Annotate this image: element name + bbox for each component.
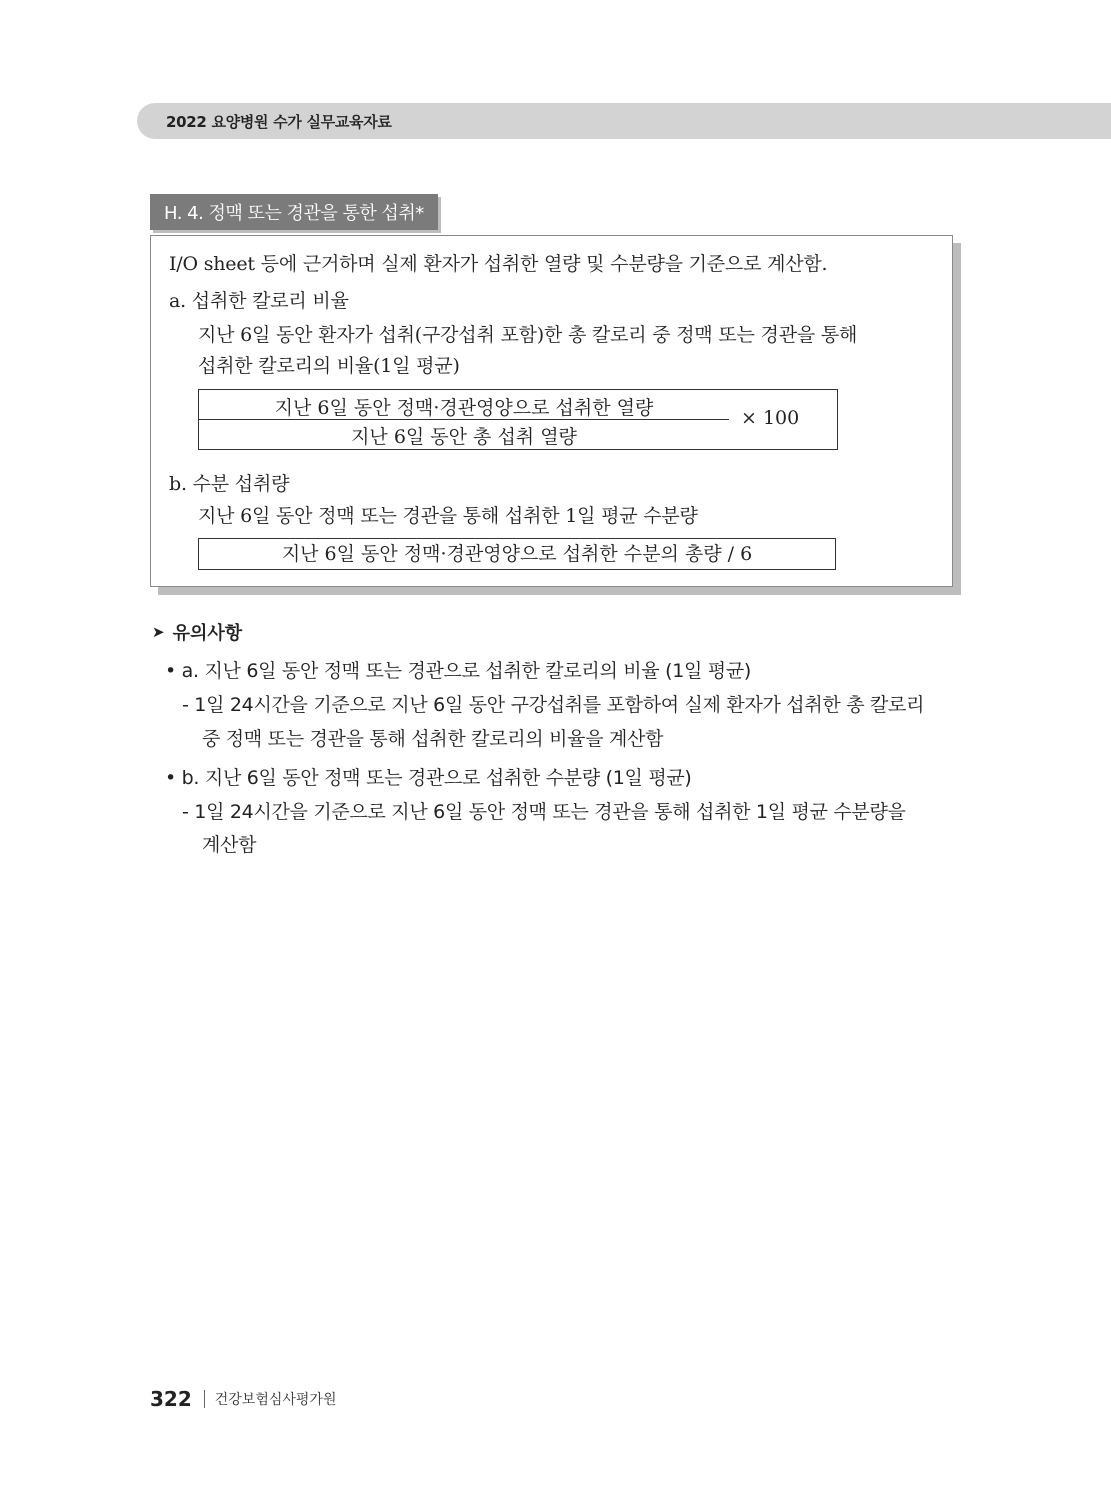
note-a-bullet: • a. 지난 6일 동안 정맥 또는 경관으로 섭취한 칼로리의 비율 (1일 평균) <box>165 660 752 682</box>
box-intro: I/O sheet 등에 근거하며 실제 환자가 섭취한 열량 및 수분량을 기준으로 계산함. <box>169 253 828 275</box>
item-a-desc-line1: 지난 6일 동안 환자가 섭취(구강섭취 포함)한 총 칼로리 중 정맥 또는 경관을 통해 <box>198 324 858 346</box>
item-b-desc: 지난 6일 동안 정맥 또는 경관을 통해 섭취한 1일 평균 수분량 <box>198 505 698 527</box>
arrow-right-icon: ➤ <box>152 623 165 641</box>
notes-heading-text: 유의사항 <box>172 623 243 644</box>
formula-denominator: 지난 6일 동안 총 섭취 열량 <box>351 426 577 448</box>
note-b-bullet: • b. 지난 6일 동안 정맥 또는 경관으로 섭취한 수분량 (1일 평균) <box>165 767 692 789</box>
formula-multiplier: × 100 <box>741 407 800 429</box>
page-footer <box>150 1387 336 1411</box>
calorie-ratio-formula <box>198 389 838 450</box>
footer-divider <box>204 1390 205 1408</box>
definition-box <box>150 235 953 587</box>
header-title: 2022 요양병원 수가 실무교육자료 <box>166 112 392 131</box>
fluid-intake-formula: 지난 6일 동안 정맥·경관영양으로 섭취한 수분의 총량 / 6 <box>198 538 836 570</box>
note-b-line2: 계산함 <box>202 834 257 856</box>
organization-name: 건강보험심사평가원 <box>214 1392 337 1408</box>
item-a-label: a. 섭취한 칼로리 비율 <box>169 290 349 312</box>
fraction-rule <box>199 419 729 420</box>
note-a-line2: 중 정맥 또는 경관을 통해 섭취한 칼로리의 비율을 계산함 <box>202 728 664 750</box>
section-title: H. 4. 정맥 또는 경관을 통한 섭취* <box>150 194 438 230</box>
note-a-line1: - 1일 24시간을 기준으로 지난 6일 동안 구강섭취를 포함하여 실제 환자가 섭취한 총 칼로리 <box>182 694 925 716</box>
running-header <box>137 103 1111 139</box>
item-a-desc-line2: 섭취한 칼로리의 비율(1일 평균) <box>198 355 460 377</box>
item-b-label: b. 수분 섭취량 <box>169 473 290 495</box>
notes-heading <box>152 619 242 645</box>
note-b-line1: - 1일 24시간을 기준으로 지난 6일 동안 정맥 또는 경관을 통해 섭취한 1일 평균 수분량을 <box>182 801 906 823</box>
formula-numerator: 지난 6일 동안 정맥·경관영양으로 섭취한 열량 <box>274 397 654 419</box>
page-number: 322 <box>150 1387 192 1411</box>
